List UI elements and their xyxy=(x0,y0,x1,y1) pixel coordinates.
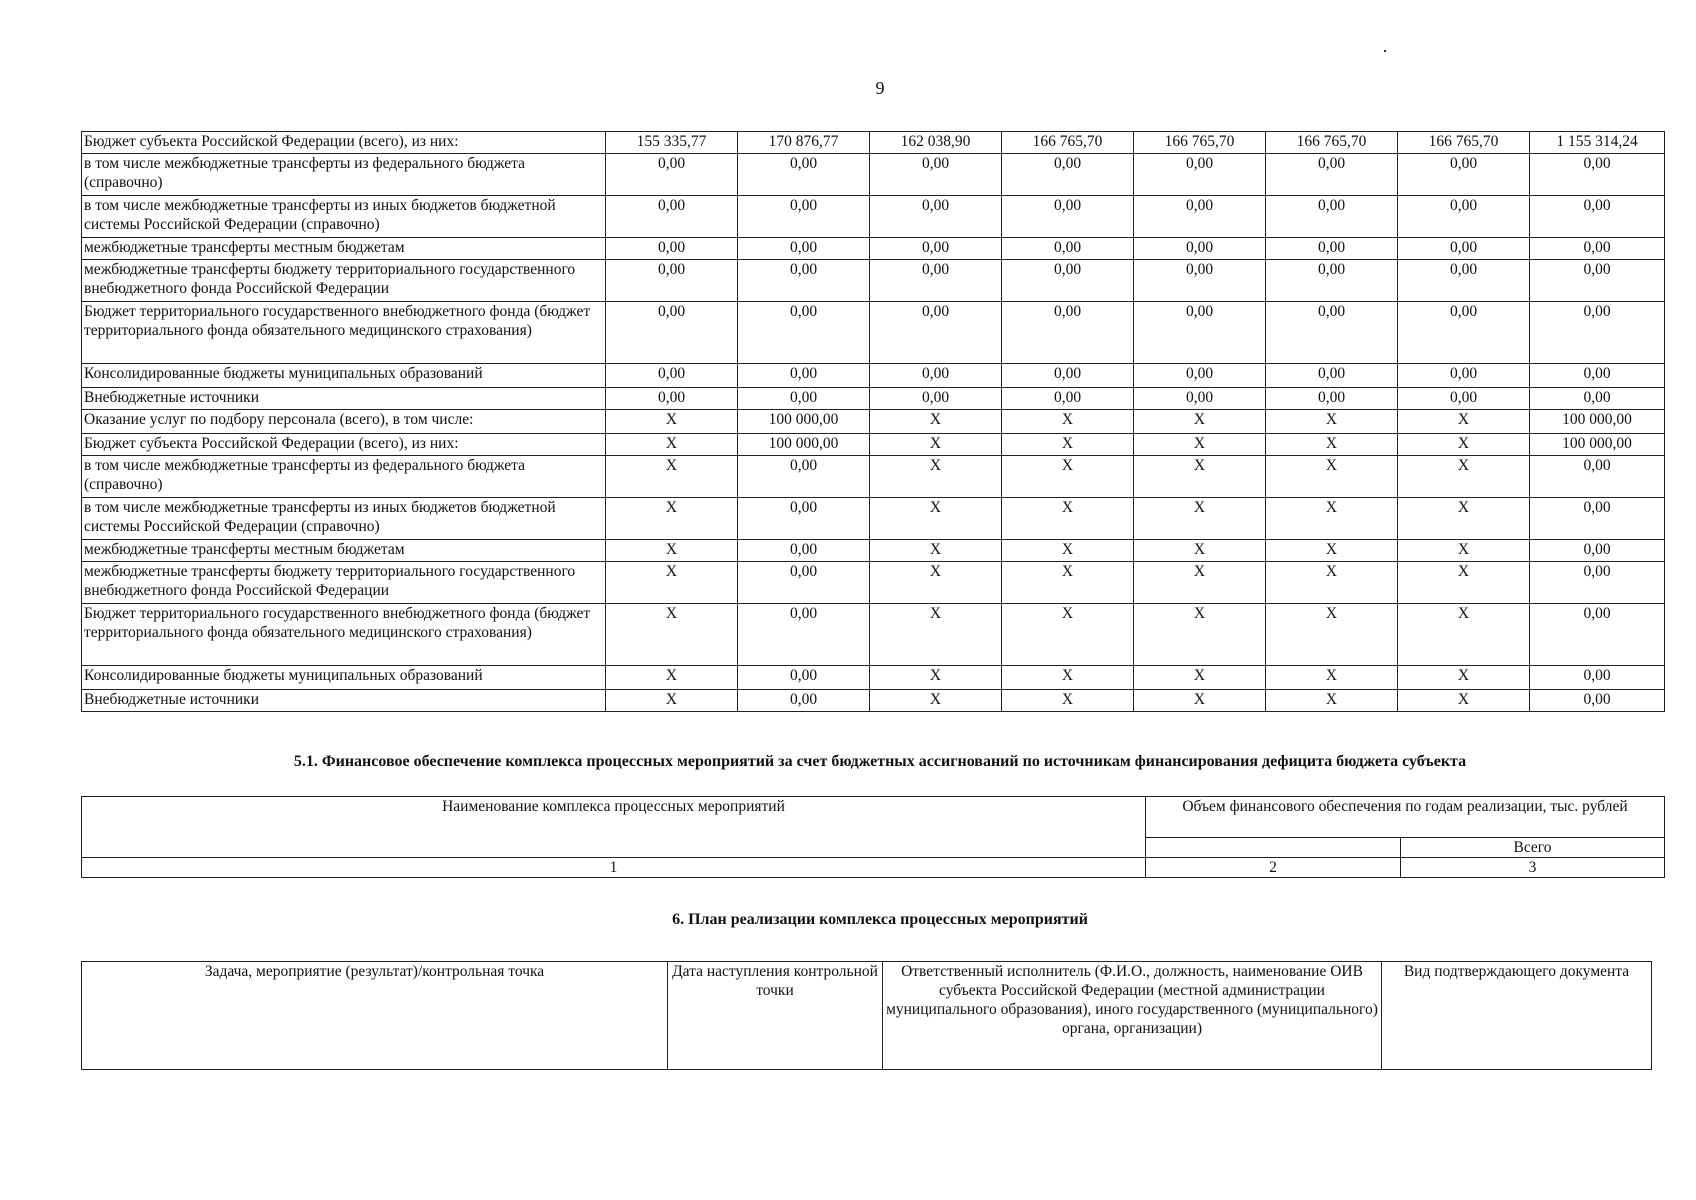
value-cell: X xyxy=(1266,562,1398,604)
value-cell: 100 000,00 xyxy=(738,410,870,434)
row-label: Бюджет территориального государственного внебюджетного фонда (бюджет территориального фонда обязательного медицинского страхования) xyxy=(82,604,606,666)
value-cell: 0,00 xyxy=(870,388,1002,410)
header-control-date: Дата наступления контрольной точки xyxy=(668,962,883,1070)
value-cell: 0,00 xyxy=(1530,562,1665,604)
table-row xyxy=(82,604,1665,666)
header-years-empty xyxy=(1146,838,1401,858)
row-label: Бюджет субъекта Российской Федерации (всего), из них: xyxy=(82,132,606,154)
deficit-financing-table xyxy=(81,796,1665,878)
value-cell: 0,00 xyxy=(606,238,738,260)
value-cell: 170 876,77 xyxy=(738,132,870,154)
value-cell: 0,00 xyxy=(1134,302,1266,364)
row-label: Бюджет территориального государственного внебюджетного фонда (бюджет территориального фонда обязательного медицинского страхования) xyxy=(82,302,606,364)
value-cell: X xyxy=(1398,540,1530,562)
table-row xyxy=(82,690,1665,712)
row-label: межбюджетные трансферты бюджету территориального государственного внебюджетного фонда Российской Федерации xyxy=(82,562,606,604)
value-cell: 0,00 xyxy=(738,388,870,410)
value-cell: X xyxy=(1266,604,1398,666)
value-cell: X xyxy=(1266,666,1398,690)
header-task: Задача, мероприятие (результат)/контрольная точка xyxy=(82,962,668,1070)
value-cell: 0,00 xyxy=(738,498,870,540)
value-cell: X xyxy=(1266,540,1398,562)
value-cell: X xyxy=(870,410,1002,434)
scan-speck xyxy=(1384,50,1386,52)
value-cell: 0,00 xyxy=(738,238,870,260)
value-cell: 0,00 xyxy=(1530,388,1665,410)
value-cell: X xyxy=(1002,434,1134,456)
value-cell: 0,00 xyxy=(1530,498,1665,540)
value-cell: 0,00 xyxy=(738,562,870,604)
value-cell: X xyxy=(870,498,1002,540)
table-row xyxy=(82,260,1665,302)
value-cell: 0,00 xyxy=(870,302,1002,364)
col-number-1: 1 xyxy=(82,858,1146,878)
table-row xyxy=(82,196,1665,238)
value-cell: 0,00 xyxy=(1398,364,1530,388)
table-row xyxy=(82,540,1665,562)
value-cell: 0,00 xyxy=(1398,388,1530,410)
value-cell: X xyxy=(606,456,738,498)
value-cell: 166 765,70 xyxy=(1266,132,1398,154)
value-cell: 0,00 xyxy=(1134,154,1266,196)
value-cell: 0,00 xyxy=(1530,260,1665,302)
value-cell: 100 000,00 xyxy=(1530,410,1665,434)
value-cell: 0,00 xyxy=(1398,238,1530,260)
value-cell: 0,00 xyxy=(1266,388,1398,410)
value-cell: 162 038,90 xyxy=(870,132,1002,154)
value-cell: X xyxy=(1134,456,1266,498)
value-cell: X xyxy=(1134,540,1266,562)
value-cell: 0,00 xyxy=(1002,260,1134,302)
header-total: Всего xyxy=(1401,838,1665,858)
value-cell: 0,00 xyxy=(1530,364,1665,388)
col-number-2: 2 xyxy=(1146,858,1401,878)
table-row xyxy=(82,388,1665,410)
value-cell: 0,00 xyxy=(1002,154,1134,196)
row-label: Бюджет субъекта Российской Федерации (всего), из них: xyxy=(82,434,606,456)
value-cell: 0,00 xyxy=(1398,302,1530,364)
value-cell: X xyxy=(870,434,1002,456)
row-label: в том числе межбюджетные трансферты из иных бюджетов бюджетной системы Российской Федерации (справочно) xyxy=(82,196,606,238)
row-label: Оказание услуг по подбору персонала (всего), в том числе: xyxy=(82,410,606,434)
value-cell: X xyxy=(1002,690,1134,712)
value-cell: X xyxy=(1266,456,1398,498)
value-cell: X xyxy=(870,456,1002,498)
value-cell: X xyxy=(1002,410,1134,434)
value-cell: 1 155 314,24 xyxy=(1530,132,1665,154)
value-cell: 0,00 xyxy=(606,302,738,364)
table-row xyxy=(82,498,1665,540)
value-cell: 0,00 xyxy=(1266,196,1398,238)
table-row xyxy=(82,410,1665,434)
value-cell: 166 765,70 xyxy=(1134,132,1266,154)
col-number-3: 3 xyxy=(1401,858,1665,878)
value-cell: X xyxy=(1002,540,1134,562)
value-cell: X xyxy=(1002,604,1134,666)
value-cell: 0,00 xyxy=(606,260,738,302)
value-cell: X xyxy=(1002,498,1134,540)
value-cell: 0,00 xyxy=(1266,238,1398,260)
value-cell: 0,00 xyxy=(1002,364,1134,388)
value-cell: 155 335,77 xyxy=(606,132,738,154)
table-row xyxy=(82,666,1665,690)
table-row xyxy=(82,456,1665,498)
value-cell: X xyxy=(606,498,738,540)
row-label: в том числе межбюджетные трансферты из федерального бюджета (справочно) xyxy=(82,154,606,196)
value-cell: X xyxy=(1398,498,1530,540)
value-cell: X xyxy=(1002,456,1134,498)
table-row xyxy=(82,364,1665,388)
value-cell: 0,00 xyxy=(1002,196,1134,238)
value-cell: 0,00 xyxy=(1530,604,1665,666)
value-cell: X xyxy=(1266,434,1398,456)
value-cell: X xyxy=(1398,456,1530,498)
value-cell: 0,00 xyxy=(606,196,738,238)
value-cell: X xyxy=(1398,690,1530,712)
row-label: межбюджетные трансферты бюджету территориального государственного внебюджетного фонда Российской Федерации xyxy=(82,260,606,302)
row-label: межбюджетные трансферты местным бюджетам xyxy=(82,238,606,260)
row-label: межбюджетные трансферты местным бюджетам xyxy=(82,540,606,562)
value-cell: X xyxy=(870,666,1002,690)
header-complex-name: Наименование комплекса процессных мероприятий xyxy=(82,797,1146,858)
value-cell: 0,00 xyxy=(606,364,738,388)
value-cell: X xyxy=(1134,562,1266,604)
value-cell: 0,00 xyxy=(738,260,870,302)
implementation-plan-table xyxy=(81,961,1652,1070)
page-number: 9 xyxy=(875,78,885,98)
value-cell: 0,00 xyxy=(738,604,870,666)
value-cell: X xyxy=(1002,562,1134,604)
value-cell: X xyxy=(1398,562,1530,604)
value-cell: 0,00 xyxy=(738,154,870,196)
value-cell: X xyxy=(1134,410,1266,434)
table-row xyxy=(82,238,1665,260)
table-row xyxy=(82,132,1665,154)
value-cell: X xyxy=(606,562,738,604)
value-cell: 100 000,00 xyxy=(1530,434,1665,456)
value-cell: X xyxy=(1134,604,1266,666)
value-cell: 0,00 xyxy=(870,196,1002,238)
value-cell: 0,00 xyxy=(1134,260,1266,302)
value-cell: 0,00 xyxy=(1266,154,1398,196)
row-label: в том числе межбюджетные трансферты из иных бюджетов бюджетной системы Российской Федерации (справочно) xyxy=(82,498,606,540)
value-cell: 0,00 xyxy=(738,540,870,562)
table-row xyxy=(82,562,1665,604)
value-cell: 100 000,00 xyxy=(738,434,870,456)
value-cell: X xyxy=(606,690,738,712)
value-cell: 0,00 xyxy=(606,154,738,196)
value-cell: 0,00 xyxy=(738,690,870,712)
value-cell: 0,00 xyxy=(1134,196,1266,238)
value-cell: X xyxy=(870,540,1002,562)
value-cell: 0,00 xyxy=(1266,260,1398,302)
row-label: Консолидированные бюджеты муниципальных образований xyxy=(82,364,606,388)
value-cell: 0,00 xyxy=(1530,456,1665,498)
value-cell: 0,00 xyxy=(1002,302,1134,364)
value-cell: X xyxy=(606,410,738,434)
value-cell: 0,00 xyxy=(870,238,1002,260)
value-cell: 0,00 xyxy=(1530,666,1665,690)
value-cell: X xyxy=(870,604,1002,666)
value-cell: X xyxy=(870,562,1002,604)
section-6-title: 6. План реализации комплекса процессных мероприятий xyxy=(672,911,1088,928)
row-label: Внебюджетные источники xyxy=(82,690,606,712)
value-cell: 0,00 xyxy=(606,388,738,410)
value-cell: 0,00 xyxy=(1530,154,1665,196)
value-cell: X xyxy=(606,540,738,562)
financing-table xyxy=(81,131,1665,712)
value-cell: 166 765,70 xyxy=(1002,132,1134,154)
value-cell: 0,00 xyxy=(738,364,870,388)
value-cell: X xyxy=(1398,666,1530,690)
value-cell: X xyxy=(1134,666,1266,690)
value-cell: X xyxy=(1266,690,1398,712)
value-cell: 0,00 xyxy=(1002,388,1134,410)
value-cell: 0,00 xyxy=(870,260,1002,302)
value-cell: X xyxy=(870,690,1002,712)
table-row xyxy=(82,434,1665,456)
header-document-type: Вид подтверждающего документа xyxy=(1382,962,1652,1070)
value-cell: X xyxy=(606,434,738,456)
value-cell: 0,00 xyxy=(1266,302,1398,364)
value-cell: X xyxy=(1134,434,1266,456)
value-cell: 0,00 xyxy=(1398,260,1530,302)
value-cell: 0,00 xyxy=(1398,154,1530,196)
value-cell: 0,00 xyxy=(1266,364,1398,388)
value-cell: 0,00 xyxy=(738,196,870,238)
value-cell: X xyxy=(1398,410,1530,434)
value-cell: X xyxy=(1398,434,1530,456)
value-cell: X xyxy=(606,604,738,666)
value-cell: X xyxy=(1002,666,1134,690)
value-cell: 0,00 xyxy=(1530,238,1665,260)
table-row xyxy=(82,302,1665,364)
value-cell: X xyxy=(1398,604,1530,666)
value-cell: X xyxy=(1134,498,1266,540)
value-cell: 0,00 xyxy=(1002,238,1134,260)
value-cell: X xyxy=(1266,410,1398,434)
value-cell: 166 765,70 xyxy=(1398,132,1530,154)
row-label: Внебюджетные источники xyxy=(82,388,606,410)
value-cell: 0,00 xyxy=(738,666,870,690)
value-cell: 0,00 xyxy=(1530,302,1665,364)
value-cell: X xyxy=(606,666,738,690)
value-cell: 0,00 xyxy=(1134,388,1266,410)
value-cell: X xyxy=(1134,690,1266,712)
value-cell: 0,00 xyxy=(738,302,870,364)
row-label: в том числе межбюджетные трансферты из федерального бюджета (справочно) xyxy=(82,456,606,498)
value-cell: 0,00 xyxy=(870,154,1002,196)
value-cell: 0,00 xyxy=(1530,196,1665,238)
value-cell: 0,00 xyxy=(1398,196,1530,238)
row-label: Консолидированные бюджеты муниципальных образований xyxy=(82,666,606,690)
value-cell: 0,00 xyxy=(738,456,870,498)
value-cell: 0,00 xyxy=(1134,238,1266,260)
value-cell: 0,00 xyxy=(870,364,1002,388)
value-cell: 0,00 xyxy=(1530,540,1665,562)
section-5-1-title: 5.1. Финансовое обеспечение комплекса процессных мероприятий за счет бюджетных ассигнований по источникам финансирования дефицита бюджета субъекта xyxy=(293,753,1467,770)
header-responsible: Ответственный исполнитель (Ф.И.О., должность, наименование ОИВ субъекта Российской Федерации (местной администрации муниципального образования), иного государственного (муниципального) органа, организации) xyxy=(883,962,1382,1070)
header-volume: Объем финансового обеспечения по годам реализации, тыс. рублей xyxy=(1146,797,1665,838)
value-cell: 0,00 xyxy=(1134,364,1266,388)
value-cell: X xyxy=(1266,498,1398,540)
table-row xyxy=(82,154,1665,196)
value-cell: 0,00 xyxy=(1530,690,1665,712)
